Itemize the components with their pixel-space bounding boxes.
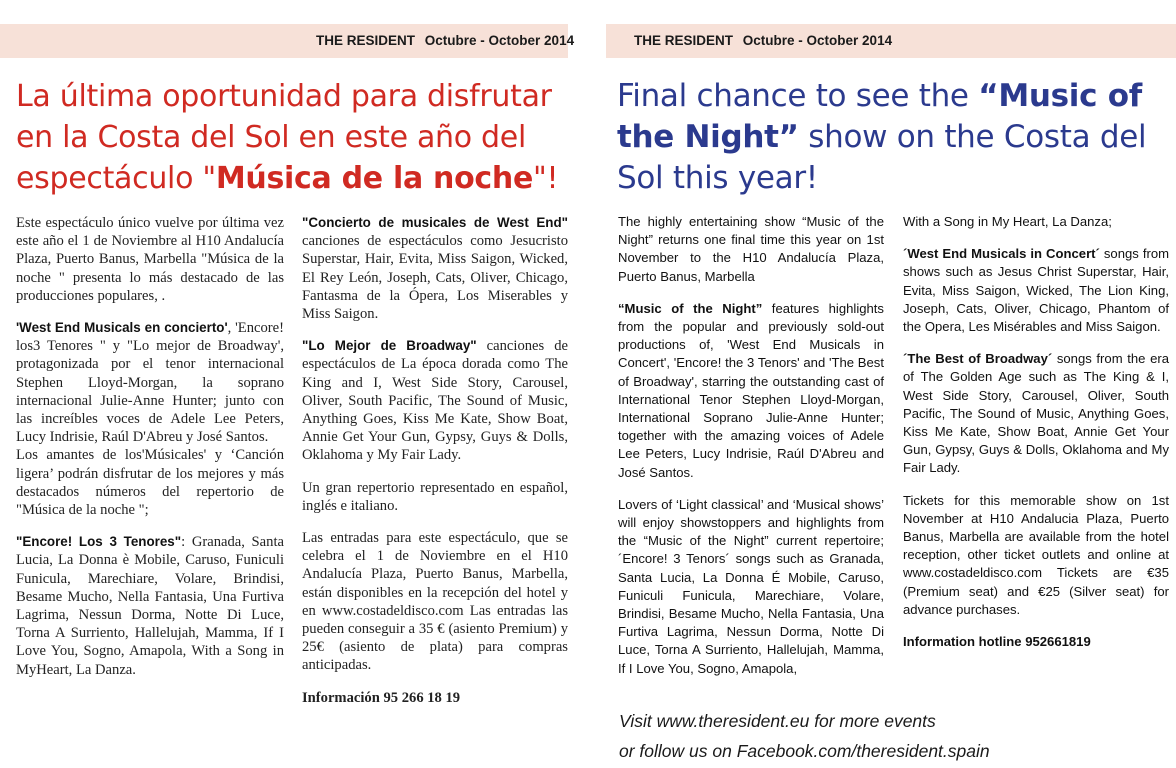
spanish-column-1 — [16, 214, 284, 693]
paragraph: Los amantes de los'Músicales' y ‘Canción ligera’ podrán disfrutar de los mejores y más destacados números del repertorio de "Música de la noche "; — [16, 447, 284, 519]
paragraph-text: , 'Encore! los3 Tenores " y "Lo mejor de Broadway', protagonizada por el tenor internacional Stephen Lloyd-Morgan, la soprano internacional Julie-Anne Hunter; junto con las increíbles voces de Adele Lee Peters, Lucy Indrisie, Raúl D'Abreu y José Santos. — [16, 320, 284, 446]
paragraph — [302, 337, 568, 464]
visit-website-line: Visit www.theresident.eu for more events — [619, 711, 936, 731]
header-bar-right — [606, 24, 1176, 58]
header-text-left — [316, 33, 574, 48]
section-heading: 'West End Musicals en concierto' — [16, 320, 228, 336]
publication-name: THE RESIDENT — [634, 33, 734, 48]
english-column-1 — [618, 213, 884, 692]
paragraph — [302, 214, 568, 323]
spanish-title-pre: La última oportunidad para disfrutar en la Costa del Sol en este año del espectáculo " — [16, 79, 552, 196]
paragraph — [618, 300, 884, 482]
paragraph-text: features highlights from the popular and previously sold-out productions of, 'West End Musicals in Concert', 'Encore! the 3 Tenors' and 'The Best of Broadway', starring the outstanding cast of International Tenor Stephen Lloyd-Morgan, International Soprano Julie-Anne Hunter; together with the amazing voices of Adele Lee Peters, Lucy Indrisie, Raúl D'Abreu and José Santos. — [618, 300, 884, 480]
paragraph — [16, 319, 284, 446]
spanish-title-post: "! — [533, 161, 559, 196]
paragraph-text: songs from the era of The Golden Age such as The King & I, West Side Story, Carousel, Oliver, South Pacific, The Sound of Music, Anything Goes, Kiss Me Kate, Show Boat, Annie Get Your Gun, Gypsy, Guys & Dolls, Oklahoma and My Fair Lady. — [903, 351, 1169, 476]
paragraph — [903, 245, 1169, 336]
follow-facebook-line: or follow us on Facebook.com/theresident.spain — [619, 741, 990, 761]
info-line: Information hotline 952661819 — [903, 634, 1091, 650]
header-bar-left — [0, 24, 575, 58]
paragraph: The highly entertaining show “Music of the Night” returns one final time this year on 1st November to the H10 Andalucía Plaza, Puerto Banus, Marbella — [618, 214, 884, 284]
paragraph — [903, 350, 1169, 477]
paragraph-text: canciones de espectáculos de La época dorada como The King and I, West Side Story, Carousel, Oliver, South Pacific, The Sound of Music, Anything Goes, Kiss Me Kate, Show Boat, Annie Get Your Gun, Gypsy, Guys & Dolls, Oklahoma y My Fair Lady. — [302, 338, 568, 464]
paragraph: Lovers of ‘Light classical’ and ‘Musical shows’ will enjoy showstoppers and highlights from the “Music of the Night” current repertoire; ´Encore! 3 Tenors´ songs such as Granada, Santa Lucia, La Donna É Mobile, Caruso, Funiculi Funicula, Marechiare, Volare, Brindisi, Besame Mucho, Nella Fantasia, Una Furtiva Lagrima, Nessun Dorma, Notte Di Luce, Torna A Surriento, Hallelujah, Mamma, If I Love You, Sogno, Amapola, — [618, 496, 884, 676]
paragraph-text: canciones de espectáculos como Jesucristo Superstar, Hair, Evita, Miss Saigon, Wicked, El Rey León, Joseph, Cats, Oliver, Chicago, Fantasma de la Ópera, Los Miserables y Miss Saigon. — [302, 233, 568, 323]
issue-date: Octubre - October 2014 — [424, 33, 575, 48]
paragraph — [16, 533, 284, 679]
paragraph-text: songs from shows such as Jesus Christ Superstar, Hair, Evita, Miss Saigon, Wicked, The Lion King, Joseph, Cats, Oliver, Chicago, Phantom of the Opera, Les Misérables and Miss Saigon. — [903, 246, 1170, 335]
section-heading: "Concierto de musicales de West End" — [302, 215, 568, 230]
section-heading: ´The Best of Broadway´ — [903, 351, 1053, 367]
issue-date: Octubre - October 2014 — [742, 33, 893, 48]
paragraph: Las entradas para este espectáculo, que se celebra el 1 de Noviembre en el H10 Andalucía Plaza, Puerto Banus, Marbella, están disponibles en la recepción del hotel y en www.costadeldisco.com Las entradas las pueden conseguir a 35 € (asiento Premium) y 25€ (asiento de plata) para compras anticipadas. — [302, 530, 568, 674]
english-title-pre: Final chance to see the — [617, 78, 979, 114]
spanish-title — [16, 76, 576, 199]
english-title-bold: “Music of the Night” — [617, 78, 1142, 155]
spanish-title-bold: Música de la noche — [215, 161, 533, 196]
section-heading: ´West End Musicals in Concert´ — [903, 246, 1100, 262]
publication-name: THE RESIDENT — [316, 33, 416, 48]
info-line: Información 95 266 18 19 — [302, 689, 461, 706]
paragraph-text: : Granada, Santa Lucia, La Donna è Mobile, Caruso, Funiculi Funicula, Marechiare, Volare, Brindisi, Besame Mucho, Nella Fantasia, Una Furtiva Lagrima, Nessun Dorma, Notte Di Luce, Torna A Surriento, Hallelujah, Mamma, If I Love You, Sogno, Amapola, With a Song in MyHeart, La Danza. — [16, 534, 284, 678]
english-title-post: show on the Costa del Sol this year! — [617, 119, 1147, 196]
english-title — [617, 76, 1176, 199]
spanish-column-2 — [302, 214, 568, 721]
paragraph: Tickets for this memorable show on 1st November at H10 Andalucia Plaza, Puerto Banus, Marbella are available from the hotel reception, other ticket outlets and online at www.costadeldisco.com Tickets are €35 (Premium seat) and €25 (Silver seat) for advance purchases. — [903, 492, 1169, 617]
section-heading: "Lo Mejor de Broadway" — [302, 338, 477, 354]
paragraph: With a Song in My Heart, La Danza; — [903, 214, 1112, 229]
section-heading: “Music of the Night” — [618, 300, 763, 316]
english-column-2 — [903, 213, 1169, 665]
paragraph: Este espectáculo único vuelve por última vez este año el 1 de Noviembre al H10 Andalucía Plaza, Puerto Banus, Marbella "Música de la noche " presenta lo más destacado de las producciones populares, . — [16, 215, 284, 304]
section-heading: "Encore! Los 3 Tenores" — [16, 534, 182, 550]
header-text-right — [634, 33, 892, 48]
paragraph: Un gran repertorio representado en español, inglés e italiano. — [302, 479, 568, 514]
